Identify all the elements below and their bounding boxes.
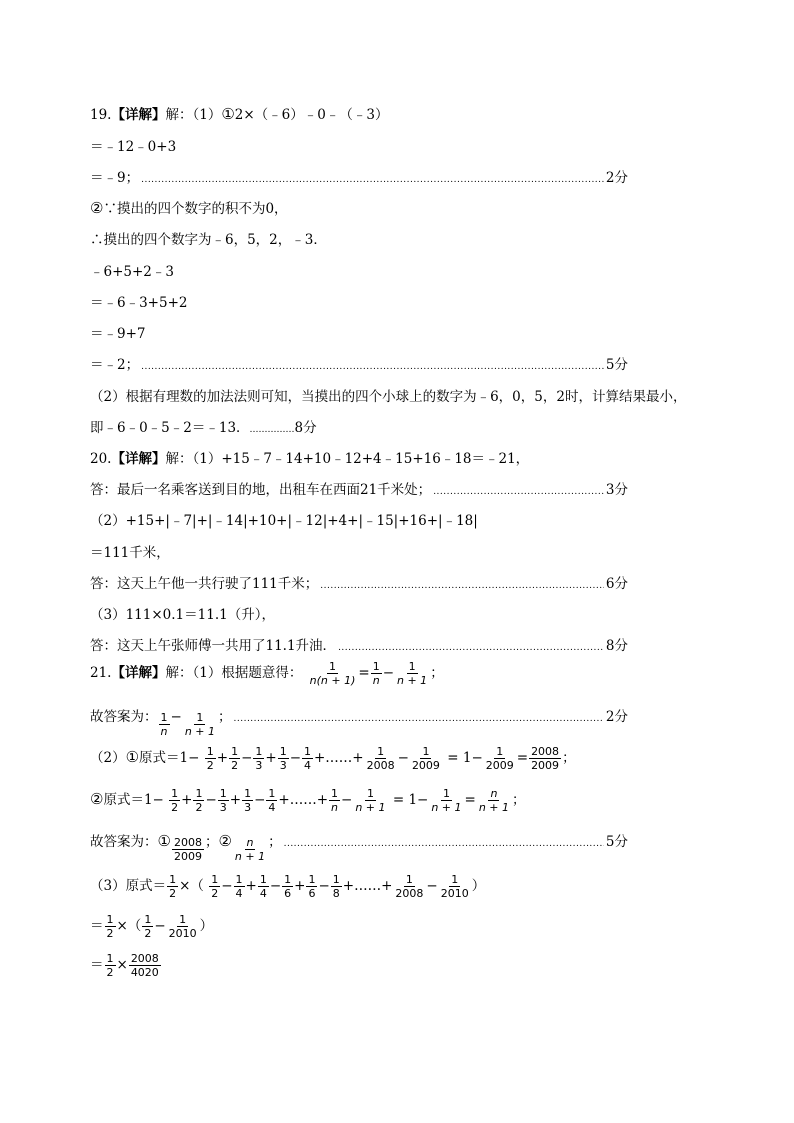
q20-line-5: 答：这天上午他一共行驶了111千米； ..... 6分: [90, 572, 628, 592]
question-number: 21.: [90, 665, 112, 681]
q19-line-6: ﹣6+5+2﹣3: [90, 264, 174, 280]
q20-line-7: 答：这天上午张师傅一共用了11.1升油． ..... 8分: [90, 634, 628, 654]
circled-2: ②: [218, 832, 232, 850]
score: 5分: [605, 357, 628, 373]
fraction: $\frac{1}{n}$: [372, 660, 380, 687]
q19-line-4: ②∵摸出的四个数字的积不为0，: [90, 199, 288, 217]
score: 5分: [605, 834, 628, 850]
q20-line-1: 20.【详解】解：（1）+15﹣7﹣14+10﹣12+4﹣15+16﹣18＝﹣21，: [90, 451, 530, 467]
score: 8分: [605, 638, 628, 654]
score: 3分: [605, 482, 628, 498]
question-number: 19.: [90, 107, 112, 123]
q19-line-9: ＝﹣2； ..... 5分: [90, 353, 628, 373]
leader-dots: [141, 175, 604, 185]
q21-line-3: （2）①原式＝1− $\frac{1}{2}$ + $\frac{1}{2}$ − $\frac{1}{3}$ + $\frac{1}{3}$ − $\frac{1}{4}$ +……+ $\frac{1}{2008}$ − $\frac{1}{2009}$ = 1− $\frac{1}{2009}$ = $\frac{2008}{2009}$ ；: [90, 745, 576, 772]
leader-dots: [284, 839, 604, 849]
score: 2分: [605, 709, 628, 725]
q20-line-4: ＝111千米，: [90, 545, 170, 561]
leader-dots: [141, 362, 604, 372]
leader-dots: [338, 643, 604, 653]
q21-line-1: 21.【详解】解：（1）根据题意得： $\frac{1}{n(n + 1)}$ = $\frac{1}{n}$ − $\frac{1}{n + 1}$ ；: [90, 660, 444, 687]
q21-line-8: ＝ $\frac{1}{2}$ × $\frac{2008}{4020}$: [90, 952, 159, 979]
q21-line-5: 故答案为： ① 2008 2009 ； ② n n + 1 ； ..... 5分: [90, 830, 628, 863]
question-number: 20.: [90, 451, 112, 467]
detail-tag: 【详解】: [111, 665, 166, 681]
score: 6分: [605, 576, 628, 592]
leader-dots: [320, 581, 604, 591]
q20-line-2: 答：最后一名乘客送到目的地，出租车在西面21千米处； ..... 3分: [90, 478, 628, 498]
q19-line-2: ＝﹣12﹣0+3: [90, 139, 177, 155]
circled-2: ②: [90, 790, 104, 808]
q21-line-4: ②原式＝1− $\frac{1}{2}$ + $\frac{1}{2}$ − $\frac{1}{3}$ + $\frac{1}{3}$ − $\frac{1}{4}$ +……+ $\frac{1}{n}$ − $\frac{1}{n + 1}$ = 1− $\frac{1}{n + 1}$ = $\frac{n}{n + 1}$ ；: [90, 787, 526, 814]
q20-line-6: （3）111×0.1＝11.1（升），: [90, 607, 275, 623]
circled-1: ①: [157, 832, 171, 850]
q19-line-11: 即﹣6﹣0﹣5﹣2＝﹣13．……………8分: [90, 420, 317, 436]
detail-tag: 【详解】: [111, 451, 166, 467]
circled-2: ②: [90, 199, 104, 217]
q19-line-8: ＝﹣9+7: [90, 326, 146, 342]
fraction: $\frac{1}{n(n + 1)}$: [309, 660, 356, 687]
q19-line-10: （2）根据有理数的加法法则可知，当摸出的四个小球上的数字为﹣6，0，5，2时，计算结果最小，: [90, 389, 687, 405]
leader-dots: [433, 487, 604, 497]
circled-1: ①: [125, 748, 140, 766]
q20-line-3: （2）+15+|﹣7|+|﹣14|+10+|﹣12|+4+|﹣15|+16+|﹣18|: [90, 513, 478, 529]
detail-tag: 【详解】: [111, 107, 166, 123]
q19-line-5: ∴摸出的四个数字为﹣6，5，2，﹣3．: [90, 232, 327, 248]
q21-line-7: ＝ $\frac{1}{2}$ ×（ $\frac{1}{2}$ − $\frac{1}{2010}$ ）: [90, 913, 214, 940]
q19-line-7: ＝﹣6﹣3+5+2: [90, 295, 188, 311]
score: 8分: [294, 420, 317, 436]
fraction: $\frac{1}{n + 1}$: [184, 711, 215, 738]
circled-1: ①: [221, 105, 235, 123]
q21-line-6: （3）原式＝ $\frac{1}{2}$ ×（ $\frac{1}{2}$ − $\frac{1}{4}$ + $\frac{1}{4}$ − $\frac{1}{6}$ + $\frac{1}{6}$ − $\frac{1}{8}$ +……+ $\frac{1}{2008}$ − $\frac{1}{2010}$ ）: [90, 873, 486, 900]
fraction: $\frac{1}{n + 1}$: [397, 660, 428, 687]
fraction: 1 n: [160, 711, 168, 738]
q21-line-2: 故答案为： 1 n − $\frac{1}{n + 1}$ ； ..... 2分: [90, 705, 628, 738]
score: 2分: [605, 170, 628, 186]
leader-dots: [234, 714, 604, 724]
q19-line-1: 19.【详解】解：（1）①2×（﹣6）﹣0﹣（﹣3）: [90, 105, 389, 123]
q19-line-3: ＝﹣9； ..... 2分: [90, 166, 628, 186]
